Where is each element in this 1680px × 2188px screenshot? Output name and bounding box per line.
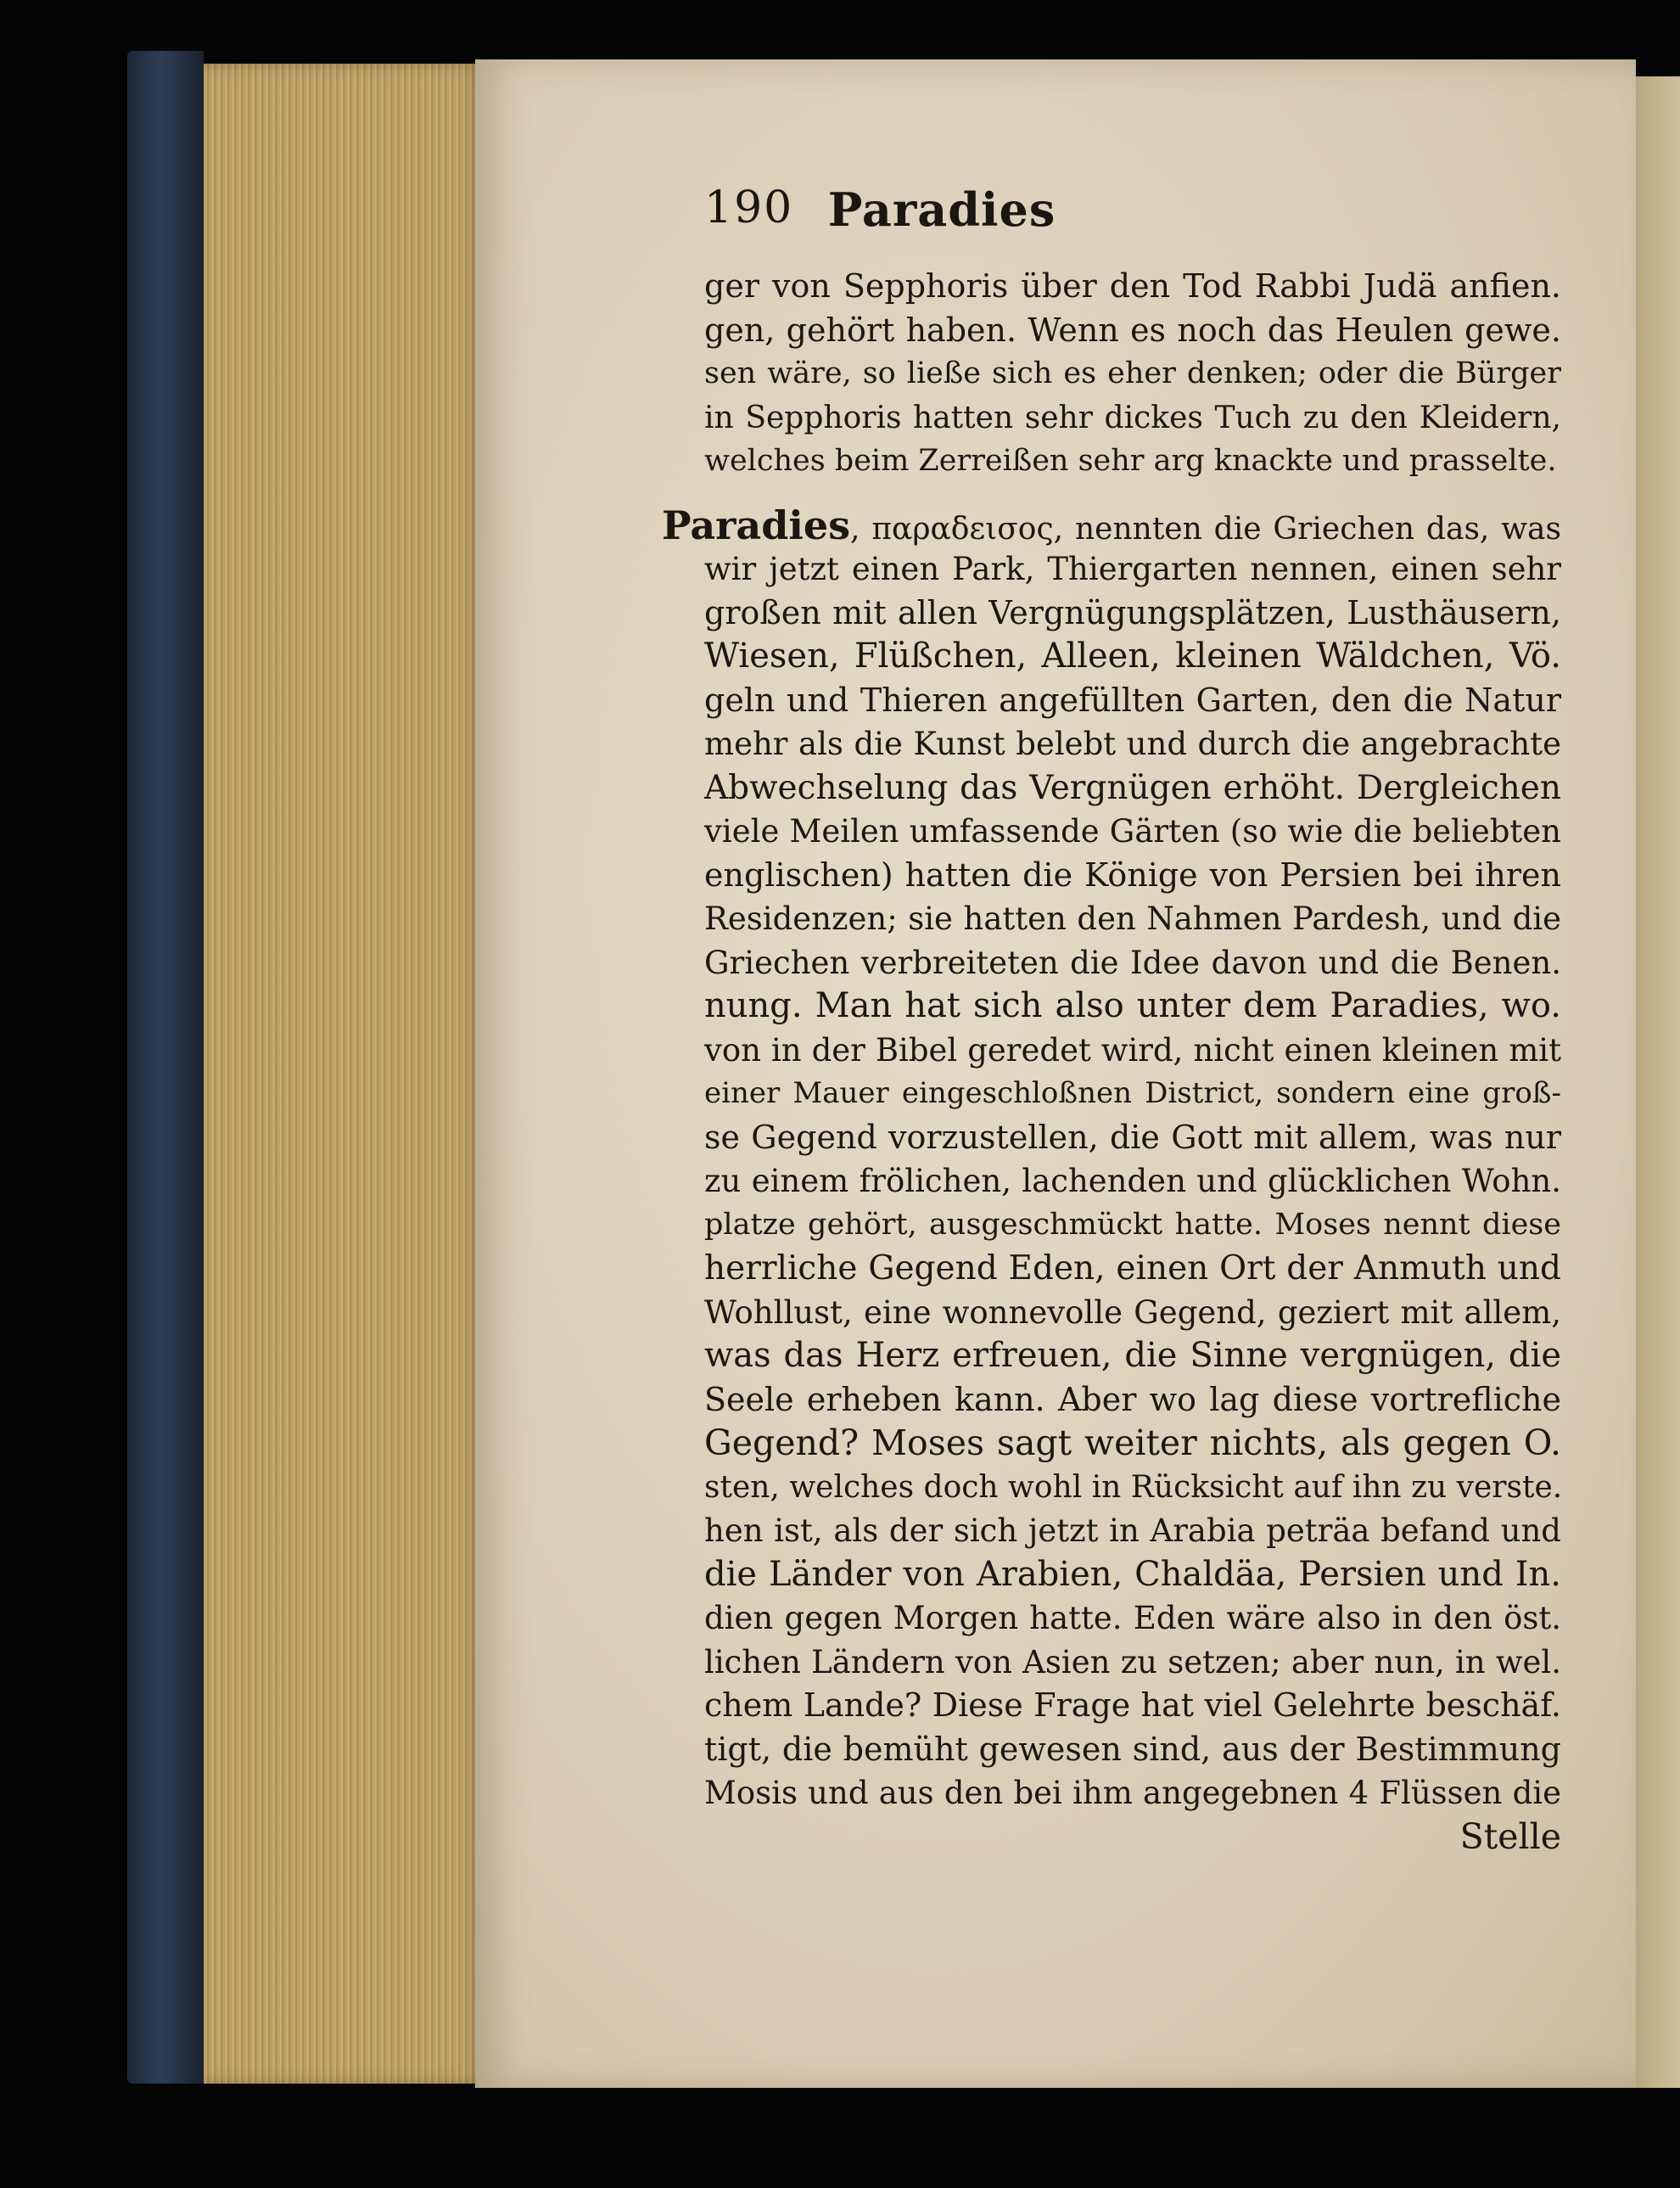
text-line: herrliche Gegend Eden, einen Ort der Anmuth und [704, 1249, 1561, 1288]
body-text [662, 265, 1563, 1859]
text-line: chem Lande? Diese Frage hat viel Gelehrte beschäf. [704, 1686, 1561, 1724]
page-edges [204, 64, 484, 2084]
text-line: geln und Thieren angefüllten Garten, den die Natur [704, 681, 1561, 719]
text-line: englischen) hatten die Könige von Persien bei ihren [704, 856, 1561, 894]
text-line: wir jetzt einen Park, Thiergarten nennen, einen sehr [704, 551, 1561, 587]
text-line: Wiesen, Flüßchen, Alleen, kleinen Wäldchen, Vö. [704, 637, 1561, 676]
text-line: tigt, die bemüht gewesen sind, aus der Bestimmung [704, 1730, 1561, 1768]
text-line: welches beim Zerreißen sehr arg knackte und prasselte. [704, 444, 1557, 478]
text-line: in Sepphoris hatten sehr dickes Tuch zu den Kleidern, [704, 400, 1561, 435]
facing-page-edge [1636, 76, 1680, 2088]
text-line: Residenzen; sie hatten den Nahmen Pardesh, und die [704, 900, 1561, 937]
paragraph-2 [662, 502, 1563, 1860]
text-line: mehr als die Kunst belebt und durch die angebrachte [704, 726, 1561, 762]
text-line: von in der Bibel geredet wird, nicht einen kleinen mit [704, 1031, 1561, 1069]
text-line: Seele erheben kann. Aber wo lag diese vortrefliche [704, 1380, 1561, 1418]
text-line: hen ist, als der sich jetzt in Arabia peträa befand und [704, 1512, 1561, 1549]
text-line: einer Mauer eingeschloßnen District, sondern eine groß- [704, 1076, 1561, 1110]
text-line: Gegend? Moses sagt weiter nichts, als gegen O. [704, 1422, 1561, 1463]
text-line: Wohllust, eine wonnevolle Gegend, geziert mit allem, [704, 1293, 1561, 1331]
text-line: großen mit allen Vergnügungsplätzen, Lusthäusern, [704, 593, 1561, 631]
text-line: viele Meilen umfassende Gärten (so wie die beliebten [704, 813, 1561, 850]
entry-keyword: Paradies [662, 502, 851, 548]
text-line: dien gegen Morgen hatte. Eden wäre also in den öst. [704, 1600, 1561, 1636]
text-line: lichen Ländern von Asien zu setzen; aber nun, in wel. [704, 1643, 1561, 1680]
text-line: zu einem frölichen, lachenden und glücklichen Wohn. [704, 1163, 1561, 1199]
catchword: Stelle [1459, 1815, 1561, 1857]
text-line: sten, welches doch wohl in Rücksicht auf ihn zu verste. [704, 1469, 1563, 1505]
text-line: gen, gehört haben. Wenn es noch das Heulen gewe. [704, 311, 1561, 349]
text-line: se Gegend vorzustellen, die Gott mit allem, was nur [704, 1118, 1561, 1156]
text-line: sen wäre, so ließe sich es eher denken; oder die Bürger [704, 356, 1561, 390]
running-head: Paradies [827, 182, 1056, 237]
entry-first-line: , παραδεισος, nennten die Griechen das, was [850, 511, 1561, 547]
text-line: nung. Man hat sich also unter dem Paradies, wo. [704, 986, 1561, 1025]
text-line: was das Herz erfreuen, die Sinne vergnügen, die [704, 1336, 1561, 1375]
page-header [704, 182, 1179, 242]
text-line: ger von Sepphoris über den Tod Rabbi Judä anfien. [704, 267, 1561, 305]
text-line: Griechen verbreiteten die Idee davon und die Benen. [704, 944, 1561, 981]
book-cover [127, 51, 204, 2084]
text-line: Abwechselung das Vergnügen erhöht. Dergleichen [704, 768, 1561, 807]
text-line [662, 504, 1561, 548]
text-line: Mosis und aus den bei ihm angegebnen 4 Flüssen die [704, 1775, 1561, 1811]
text-line: platze gehört, ausgeschmückt hatte. Moses nennt diese [704, 1207, 1561, 1242]
text-line: die Länder von Arabien, Chaldäa, Persien und In. [704, 1554, 1561, 1594]
page-number: 190 [704, 182, 794, 233]
paragraph-1 [704, 265, 1561, 484]
